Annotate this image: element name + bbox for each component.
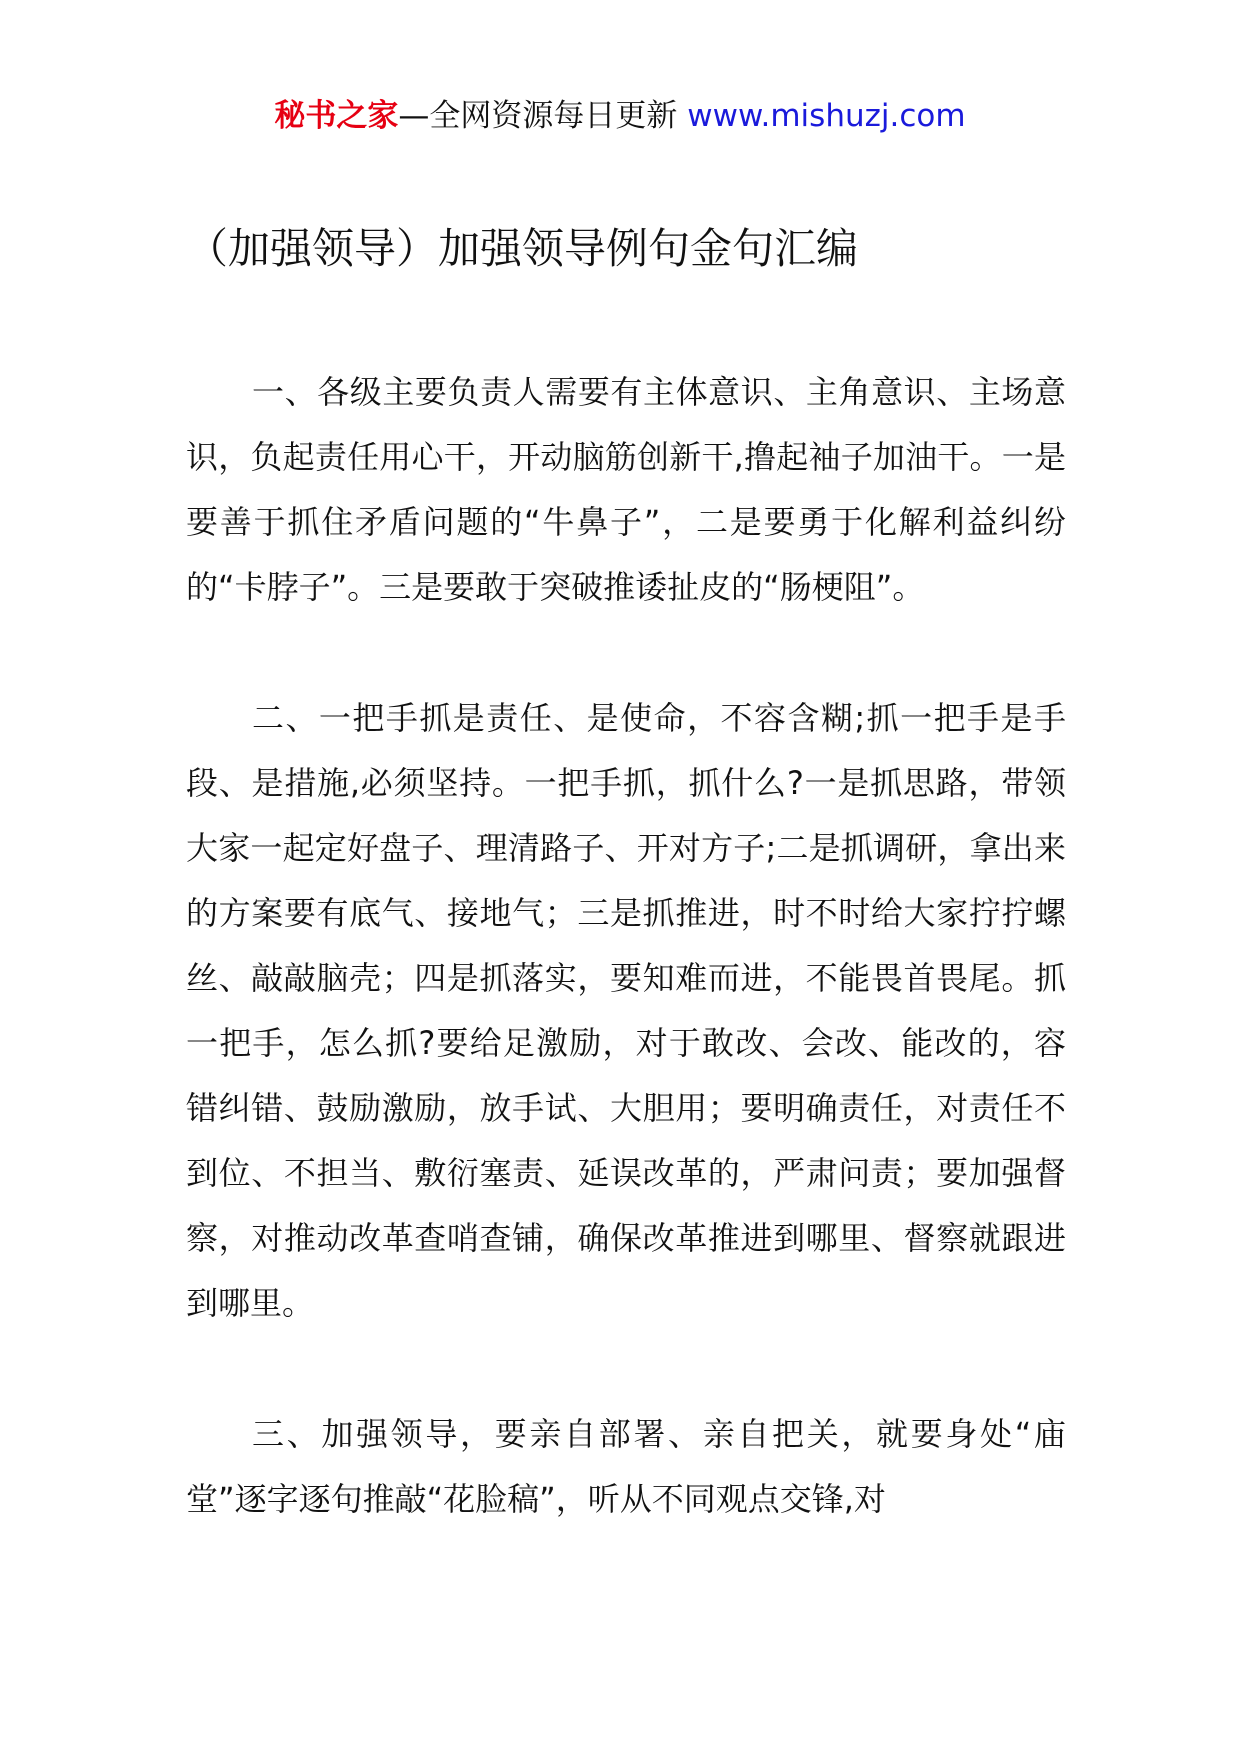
site-url-link[interactable]: www.mishuzj.com xyxy=(687,98,966,134)
header-slogan: —全网资源每日更新 xyxy=(398,98,688,134)
paragraph-1: 一、各级主要负责人需要有主体意识、主角意识、主场意识，负起责任用心干，开动脑筋创新干,撸起袖子加油干。一是要善于抓住矛盾问题的“牛鼻子”，二是要勇于化解利益纠纷的“卡脖子”。三是要敢于突破推诿扯皮的“肠梗阻”。 xyxy=(186,373,1066,606)
paragraph-3: 三、加强领导，要亲自部署、亲自把关，就要身处“庙堂”逐字逐句推敲“花脸稿”，听从不同观点交锋,对 xyxy=(186,1415,1066,1518)
brand-name: 秘书之家 xyxy=(274,98,399,134)
document-body xyxy=(186,360,1066,1598)
document-title: （加强领导）加强领导例句金句汇编 xyxy=(186,224,859,273)
paragraph-2: 二、一把手抓是责任、是使命，不容含糊;抓一把手是手段、是措施,必须坚持。一把手抓，抓什么?一是抓思路，带领大家一起定好盘子、理清路子、开对方子;二是抓调研，拿出来的方案要有底气、接地气；三是抓推进，时不时给大家拧拧螺丝、敲敲脑壳；四是抓落实，要知难而进，不能畏首畏尾。抓一把手，怎么抓?要给足激励，对于敢改、会改、能改的，容错纠错、鼓励激励，放手试、大胆用；要明确责任，对责任不到位、不担当、敷衍塞责、延误改革的，严肃问责；要加强督察，对推动改革查哨查铺，确保改革推进到哪里、督察就跟进到哪里。 xyxy=(186,699,1066,1322)
site-header xyxy=(0,96,1240,136)
